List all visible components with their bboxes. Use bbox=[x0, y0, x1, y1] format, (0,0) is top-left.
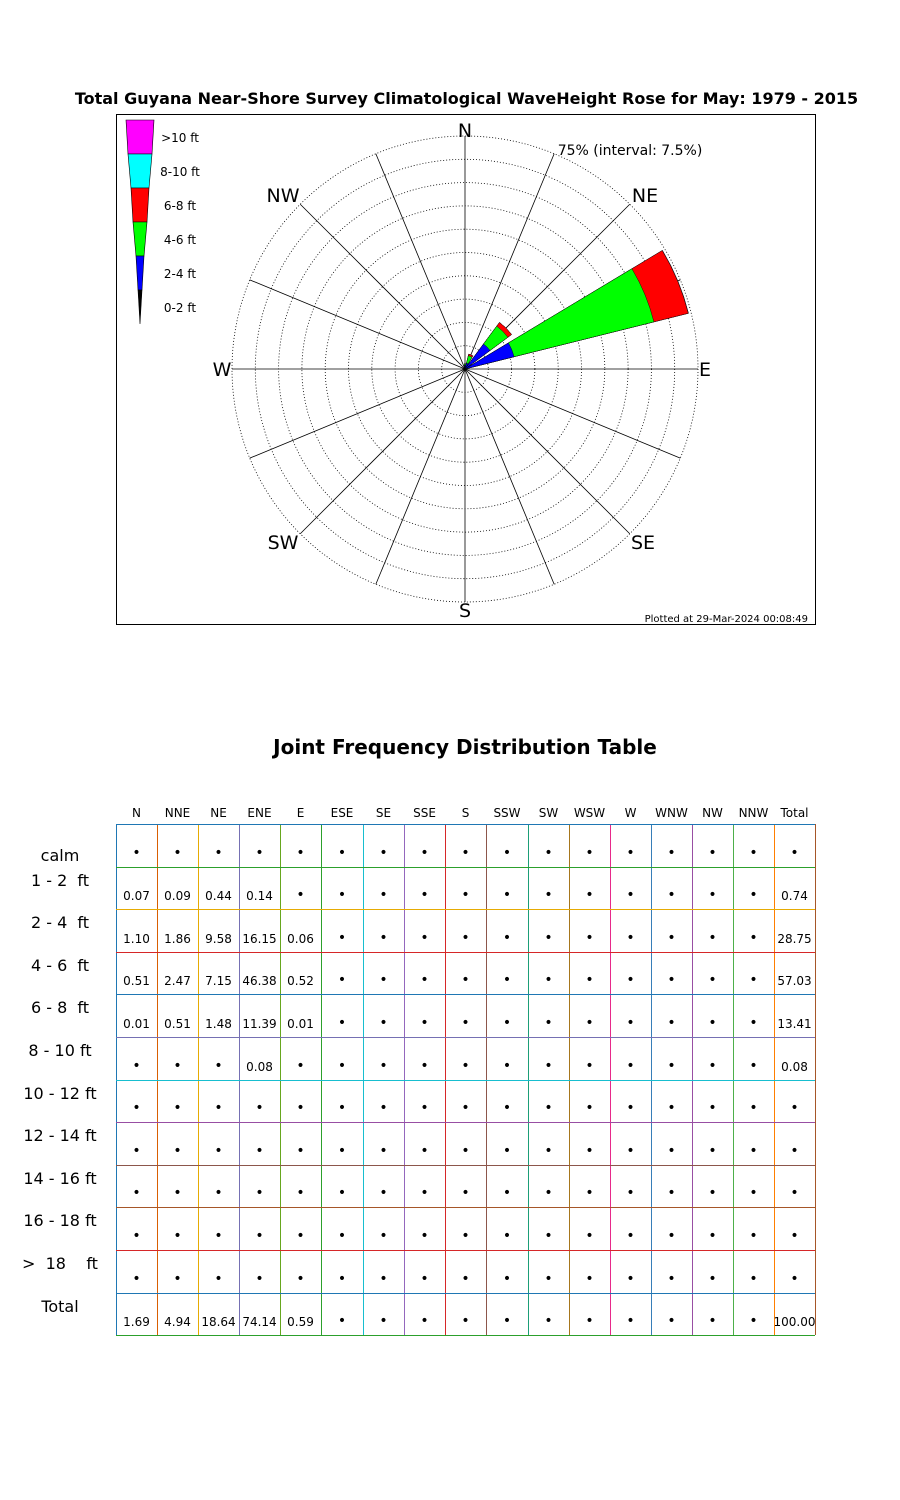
table-cell: • bbox=[708, 1057, 717, 1074]
table-cell: • bbox=[749, 972, 758, 989]
table-cell: • bbox=[667, 1270, 676, 1287]
table-cell: • bbox=[708, 887, 717, 904]
table-cell: • bbox=[626, 1270, 635, 1287]
table-cell: • bbox=[337, 1270, 347, 1287]
table-cell: 28.75 bbox=[777, 931, 812, 946]
table-cell: • bbox=[626, 1185, 635, 1202]
table-cell: • bbox=[461, 1142, 470, 1159]
table-cell: • bbox=[132, 1142, 141, 1159]
table-cell: • bbox=[502, 1142, 512, 1159]
table-cell: • bbox=[585, 1313, 594, 1330]
table-cell: • bbox=[544, 844, 553, 861]
legend-label-4: 2-4 ft bbox=[163, 267, 197, 281]
table-cell: • bbox=[502, 887, 512, 904]
table-cell: • bbox=[420, 1313, 429, 1330]
table-cell: • bbox=[461, 1313, 470, 1330]
rose-dir-label-s: S bbox=[458, 600, 472, 622]
table-cell: • bbox=[132, 844, 141, 861]
table-cell: 0.06 bbox=[287, 931, 314, 946]
table-cell: • bbox=[379, 887, 388, 904]
table-cell: • bbox=[667, 1313, 676, 1330]
legend-swatch-1 bbox=[128, 154, 152, 188]
table-cell: • bbox=[708, 1270, 717, 1287]
table-cell: • bbox=[132, 1185, 141, 1202]
table-cell: • bbox=[667, 1100, 676, 1117]
table-cell: • bbox=[708, 1014, 717, 1031]
rose-title: Total Guyana Near-Shore Survey Climatological WaveHeight Rose for May: 1979 - 2015 bbox=[74, 89, 859, 108]
table-cell: 57.03 bbox=[777, 974, 812, 989]
table-cell: • bbox=[461, 1057, 470, 1074]
table-cell: • bbox=[255, 1100, 264, 1117]
col-header-n: N bbox=[132, 806, 141, 820]
table-cell: • bbox=[379, 1227, 388, 1244]
table-cell: • bbox=[749, 1227, 758, 1244]
row-header: 10 - 12 ft bbox=[23, 1083, 97, 1103]
table-cell: • bbox=[461, 1270, 470, 1287]
table-cell: • bbox=[379, 929, 388, 946]
table-cell: • bbox=[296, 887, 305, 904]
table-vline bbox=[815, 824, 816, 1335]
col-header-ene: ENE bbox=[247, 806, 272, 820]
table-cell: • bbox=[296, 1100, 305, 1117]
rose-spoke-sse bbox=[465, 369, 554, 584]
table-cell: • bbox=[296, 1057, 305, 1074]
table-cell: • bbox=[420, 887, 429, 904]
table-cell: • bbox=[173, 1185, 182, 1202]
table-cell: • bbox=[461, 972, 470, 989]
table-cell: • bbox=[626, 844, 635, 861]
table-cell: • bbox=[337, 1057, 347, 1074]
legend-label-1: 8-10 ft bbox=[160, 165, 200, 179]
table-cell: 13.41 bbox=[777, 1016, 812, 1031]
table-cell: • bbox=[255, 1185, 264, 1202]
table-cell: • bbox=[420, 1227, 429, 1244]
col-header-se: SE bbox=[375, 806, 392, 820]
rose-spoke-ese bbox=[465, 369, 680, 458]
table-cell: • bbox=[255, 1270, 264, 1287]
legend-label-5: 0-2 ft bbox=[163, 301, 197, 315]
col-header-w: W bbox=[624, 806, 637, 820]
col-header-ne: NE bbox=[210, 806, 227, 820]
table-cell: • bbox=[296, 844, 305, 861]
table-cell: • bbox=[749, 1014, 758, 1031]
table-cell: 16.15 bbox=[242, 931, 277, 946]
col-header-wsw: WSW bbox=[573, 806, 606, 820]
legend-label-3: 4-6 ft bbox=[163, 233, 197, 247]
table-cell: • bbox=[544, 1185, 553, 1202]
table-cell: • bbox=[585, 972, 594, 989]
table-cell: • bbox=[337, 1014, 347, 1031]
table-cell: 0.01 bbox=[287, 1016, 314, 1031]
col-header-sw: SW bbox=[538, 806, 559, 820]
table-cell: • bbox=[214, 1100, 223, 1117]
table-cell: • bbox=[708, 1142, 717, 1159]
rose-dir-label-se: SE bbox=[630, 532, 656, 554]
rose-dir-label-nw: NW bbox=[266, 185, 300, 207]
table-cell: • bbox=[214, 1057, 223, 1074]
table-cell: • bbox=[337, 887, 347, 904]
rose-dir-label-w: W bbox=[212, 359, 232, 381]
row-header: 1 - 2 ft bbox=[30, 870, 90, 890]
table-cell: • bbox=[420, 1270, 429, 1287]
table-cell: • bbox=[255, 844, 264, 861]
table-cell: • bbox=[337, 1227, 347, 1244]
table-cell: • bbox=[749, 1100, 758, 1117]
table-cell: 0.52 bbox=[287, 974, 314, 989]
col-header-nne: NNE bbox=[164, 806, 191, 820]
table-cell: • bbox=[585, 844, 594, 861]
table-cell: • bbox=[132, 1100, 141, 1117]
table-cell: • bbox=[337, 844, 347, 861]
table-cell: 1.86 bbox=[164, 931, 191, 946]
table-cell: • bbox=[420, 1057, 429, 1074]
table-cell: • bbox=[173, 844, 182, 861]
table-title: Joint Frequency Distribution Table bbox=[273, 735, 657, 759]
table-cell: • bbox=[173, 1227, 182, 1244]
legend-swatch-5 bbox=[138, 290, 142, 324]
table-cell: • bbox=[173, 1057, 182, 1074]
table-cell: • bbox=[626, 1057, 635, 1074]
row-header: Total bbox=[41, 1296, 79, 1316]
table-cell: • bbox=[544, 887, 553, 904]
table-cell: • bbox=[626, 1100, 635, 1117]
table-cell: 1.48 bbox=[205, 1016, 232, 1031]
table-cell: • bbox=[708, 1100, 717, 1117]
table-cell: 1.10 bbox=[123, 931, 150, 946]
table-cell: • bbox=[379, 1057, 388, 1074]
table-cell: 100.00 bbox=[773, 1315, 816, 1330]
table-cell: • bbox=[214, 1227, 223, 1244]
table-cell: • bbox=[544, 1014, 553, 1031]
table-cell: 0.08 bbox=[246, 1059, 273, 1074]
row-header: 2 - 4 ft bbox=[30, 913, 90, 933]
table-cell: • bbox=[379, 1142, 388, 1159]
table-cell: • bbox=[296, 1270, 305, 1287]
legend-swatch-0 bbox=[126, 120, 154, 154]
table-cell: 46.38 bbox=[242, 974, 277, 989]
table-cell: • bbox=[585, 1100, 594, 1117]
col-header-nnw: NNW bbox=[738, 806, 769, 820]
table-cell: • bbox=[337, 929, 347, 946]
table-cell: • bbox=[544, 1100, 553, 1117]
table-cell: • bbox=[420, 1142, 429, 1159]
table-cell: • bbox=[749, 929, 758, 946]
table-cell: • bbox=[708, 1185, 717, 1202]
table-cell: • bbox=[379, 1270, 388, 1287]
table-cell: • bbox=[420, 1185, 429, 1202]
col-header-sse: SSE bbox=[413, 806, 436, 820]
rose-spoke-nnw bbox=[376, 154, 465, 369]
table-cell: • bbox=[667, 929, 676, 946]
table-cell: • bbox=[585, 1185, 594, 1202]
table-cell: 0.14 bbox=[246, 889, 273, 904]
table-cell: • bbox=[461, 1014, 470, 1031]
table-cell: • bbox=[585, 1270, 594, 1287]
rose-wedges bbox=[464, 250, 688, 369]
table-cell: • bbox=[626, 929, 635, 946]
table-cell: • bbox=[379, 972, 388, 989]
row-header: > 18 ft bbox=[22, 1254, 98, 1273]
table-cell: • bbox=[296, 1142, 305, 1159]
table-cell: 9.58 bbox=[205, 931, 232, 946]
rose-spoke-wsw bbox=[250, 369, 465, 458]
table-cell: • bbox=[585, 1057, 594, 1074]
rose-legend bbox=[126, 120, 200, 324]
table-cell: • bbox=[626, 1142, 635, 1159]
table-cell: • bbox=[585, 1227, 594, 1244]
table-cell: 7.15 bbox=[205, 974, 232, 989]
legend-swatch-4 bbox=[136, 256, 144, 290]
table-cell: 1.69 bbox=[123, 1315, 150, 1330]
table-cell: • bbox=[708, 972, 717, 989]
table-cell: • bbox=[420, 1014, 429, 1031]
rose-spoke-ssw bbox=[376, 369, 465, 584]
row-header: 16 - 18 ft bbox=[23, 1211, 97, 1231]
table-cell: • bbox=[749, 1142, 758, 1159]
table-cell: • bbox=[544, 1270, 553, 1287]
legend-swatch-2 bbox=[131, 188, 149, 222]
table-hline bbox=[116, 1335, 815, 1336]
row-header: 4 - 6 ft bbox=[30, 955, 90, 975]
table-cell: • bbox=[379, 1185, 388, 1202]
table-cell: • bbox=[337, 1100, 347, 1117]
table-cell: • bbox=[790, 844, 799, 861]
table-cell: • bbox=[667, 1014, 676, 1031]
table-cell: • bbox=[461, 1227, 470, 1244]
table-cell: • bbox=[255, 1142, 264, 1159]
plotted-timestamp: Plotted at 29-Mar-2024 00:08:49 bbox=[644, 614, 808, 625]
rose-scale-label: 75% (interval: 7.5%) bbox=[557, 143, 703, 159]
table-cell: • bbox=[337, 1185, 347, 1202]
rose-dir-label-e: E bbox=[698, 359, 712, 381]
table-cell: • bbox=[544, 1057, 553, 1074]
table-cell: • bbox=[544, 929, 553, 946]
table-cell: • bbox=[667, 1185, 676, 1202]
table-cell: • bbox=[667, 844, 676, 861]
table-cell: • bbox=[667, 1227, 676, 1244]
table-cell: 0.59 bbox=[287, 1315, 314, 1330]
table-cell: • bbox=[708, 1227, 717, 1244]
table-cell: • bbox=[626, 972, 635, 989]
row-header: 8 - 10 ft bbox=[28, 1041, 92, 1060]
table-cell: • bbox=[544, 1142, 553, 1159]
table-cell: 11.39 bbox=[242, 1016, 277, 1031]
table-cell: • bbox=[502, 1270, 512, 1287]
table-cell: • bbox=[667, 972, 676, 989]
rose-spoke-nw bbox=[300, 204, 465, 369]
table-cell: 0.08 bbox=[781, 1059, 808, 1074]
table-cell: • bbox=[790, 1270, 799, 1287]
table-cell: 0.74 bbox=[781, 889, 808, 904]
row-header: 14 - 16 ft bbox=[23, 1168, 97, 1188]
table-cell: 0.01 bbox=[123, 1016, 150, 1031]
table-cell: • bbox=[420, 1100, 429, 1117]
table-cell: • bbox=[502, 1313, 512, 1330]
table-cell: • bbox=[420, 844, 429, 861]
table-cell: • bbox=[461, 1185, 470, 1202]
table-cell: 0.09 bbox=[164, 889, 191, 904]
table-cell: • bbox=[502, 1014, 512, 1031]
table-cell: 4.94 bbox=[164, 1315, 191, 1330]
table-cell: • bbox=[502, 972, 512, 989]
table-cell: • bbox=[708, 1313, 717, 1330]
table-cell: • bbox=[585, 887, 594, 904]
table-cell: 74.14 bbox=[242, 1315, 277, 1330]
table-cell: • bbox=[461, 887, 470, 904]
legend-label-2: 6-8 ft bbox=[163, 199, 197, 213]
legend-label-0: >10 ft bbox=[161, 131, 199, 145]
col-header-nw: NW bbox=[702, 806, 723, 820]
rose-dir-label-ne: NE bbox=[631, 185, 659, 207]
table-cell: • bbox=[461, 844, 470, 861]
table-cell: • bbox=[337, 1142, 347, 1159]
table-cell: • bbox=[420, 929, 429, 946]
table-cell: • bbox=[626, 1014, 635, 1031]
table-cell: • bbox=[708, 844, 717, 861]
table-cell: • bbox=[337, 972, 347, 989]
table-cell: • bbox=[379, 1313, 388, 1330]
table-cell: • bbox=[544, 1313, 553, 1330]
legend-swatch-3 bbox=[133, 222, 147, 256]
table-cell: 0.44 bbox=[205, 889, 232, 904]
table-cell: 0.07 bbox=[123, 889, 150, 904]
table-cell: • bbox=[667, 1142, 676, 1159]
table-cell: 0.51 bbox=[164, 1016, 191, 1031]
table-cell: 2.47 bbox=[164, 974, 191, 989]
table-cell: • bbox=[790, 1185, 799, 1202]
table-cell: • bbox=[502, 1100, 512, 1117]
table-cell: • bbox=[749, 1185, 758, 1202]
rose-spoke-wnw bbox=[250, 280, 465, 369]
table-cell: • bbox=[502, 1227, 512, 1244]
table-cell: • bbox=[749, 1313, 758, 1330]
table-cell: • bbox=[790, 1142, 799, 1159]
table-cell: • bbox=[173, 1142, 182, 1159]
rose-dir-label-n: N bbox=[457, 120, 473, 142]
col-header-ese: ESE bbox=[330, 806, 354, 820]
table-cell: • bbox=[255, 1227, 264, 1244]
col-header-total: Total bbox=[780, 806, 809, 820]
rose-direction-labels bbox=[213, 120, 711, 622]
table-cell: 18.64 bbox=[201, 1315, 236, 1330]
table-cell: • bbox=[544, 972, 553, 989]
table-cell: • bbox=[790, 1227, 799, 1244]
table-cell: • bbox=[214, 1142, 223, 1159]
table-cell: • bbox=[132, 1057, 141, 1074]
wind-rose-chart bbox=[0, 0, 900, 640]
table-cell: • bbox=[585, 929, 594, 946]
table-cell: • bbox=[461, 1100, 470, 1117]
table-cell: 0.51 bbox=[123, 974, 150, 989]
table-cell: • bbox=[790, 1100, 799, 1117]
table-cell: • bbox=[502, 929, 512, 946]
rose-dir-label-sw: SW bbox=[267, 532, 299, 554]
table-cell: • bbox=[502, 1185, 512, 1202]
table-cell: • bbox=[585, 1014, 594, 1031]
table-cell: • bbox=[626, 1227, 635, 1244]
col-header-wnw: WNW bbox=[655, 806, 688, 820]
table-cell: • bbox=[337, 1313, 347, 1330]
table-cell: • bbox=[296, 1227, 305, 1244]
rose-spoke-sw bbox=[300, 369, 465, 534]
table-cell: • bbox=[502, 1057, 512, 1074]
table-cell: • bbox=[296, 1185, 305, 1202]
table-cell: • bbox=[214, 1270, 223, 1287]
table-cell: • bbox=[585, 1142, 594, 1159]
table-cell: • bbox=[749, 887, 758, 904]
table-cell: • bbox=[544, 1227, 553, 1244]
table-cell: • bbox=[214, 844, 223, 861]
table-cell: • bbox=[502, 844, 512, 861]
row-header: calm bbox=[40, 846, 80, 865]
table-cell: • bbox=[132, 1270, 141, 1287]
table-cell: • bbox=[667, 887, 676, 904]
col-header-s: S bbox=[461, 806, 470, 820]
table-cell: • bbox=[379, 844, 388, 861]
table-cell: • bbox=[626, 1313, 635, 1330]
table-cell: • bbox=[132, 1227, 141, 1244]
table-cell: • bbox=[461, 929, 470, 946]
col-header-ssw: SSW bbox=[493, 806, 521, 820]
col-header-e: E bbox=[296, 806, 305, 820]
table-cell: • bbox=[214, 1185, 223, 1202]
table-cell: • bbox=[667, 1057, 676, 1074]
table-cell: • bbox=[379, 1100, 388, 1117]
row-header: 12 - 14 ft bbox=[23, 1126, 97, 1146]
table-cell: • bbox=[173, 1270, 182, 1287]
row-header: 6 - 8 ft bbox=[30, 998, 90, 1018]
table-cell: • bbox=[173, 1100, 182, 1117]
table-cell: • bbox=[379, 1014, 388, 1031]
rose-spoke-se bbox=[465, 369, 630, 534]
table-cell: • bbox=[708, 929, 717, 946]
table-cell: • bbox=[749, 1270, 758, 1287]
table-cell: • bbox=[749, 844, 758, 861]
table-cell: • bbox=[626, 887, 635, 904]
table-cell: • bbox=[420, 972, 429, 989]
table-cell: • bbox=[749, 1057, 758, 1074]
